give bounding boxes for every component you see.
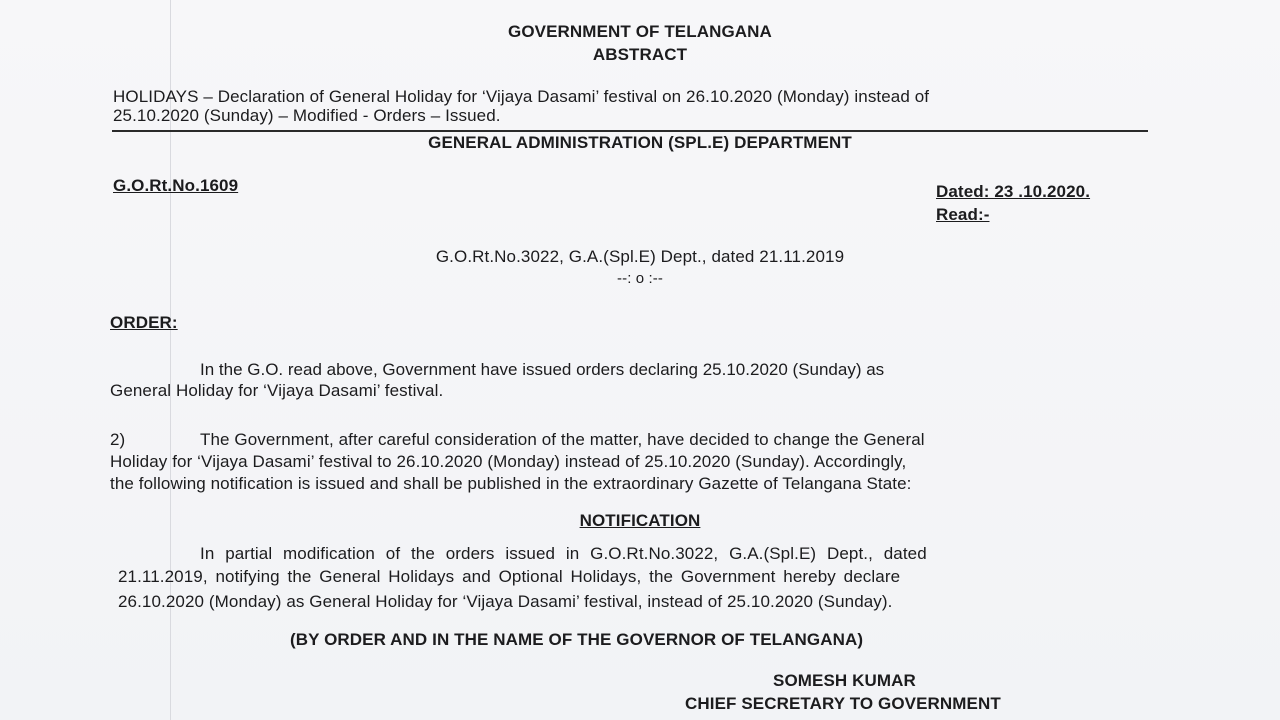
notification-line2: 21.11.2019, notifying the General Holidays and Optional Holidays, the Government hereby declare: [118, 567, 901, 586]
abstract-title: ABSTRACT: [592, 45, 688, 64]
go-number: G.O.Rt.No.1609: [113, 176, 239, 195]
read-label: Read:-: [936, 205, 990, 224]
subject-line-1: HOLIDAYS – Declaration of General Holiday for ‘Vijaya Dasami’ festival on 26.10.2020 (Monday) instead of: [113, 87, 930, 106]
notification-line1: In partial modification of the orders issued in G.O.Rt.No.3022, G.A.(Spl.E) Dept., dated: [200, 544, 927, 563]
order-para2-number: 2): [110, 430, 126, 449]
dated-label: Dated: 23 .10.2020.: [936, 182, 1091, 201]
signatory-name: SOMESH KUMAR: [773, 671, 916, 690]
subject-divider: [112, 130, 1148, 132]
separator: --: o :--: [617, 270, 663, 287]
order-heading: ORDER:: [110, 313, 178, 332]
governor-authority: (BY ORDER AND IN THE NAME OF THE GOVERNOR OF TELANGANA): [290, 630, 864, 649]
order-para2-line1: The Government, after careful consideration of the matter, have decided to change the General: [200, 430, 925, 449]
notification-line3: 26.10.2020 (Monday) as General Holiday for ‘Vijaya Dasami’ festival, instead of 25.10.2020 (Sunday).: [118, 592, 893, 611]
government-title: GOVERNMENT OF TELANGANA: [508, 22, 772, 41]
order-para1-line1: In the G.O. read above, Government have issued orders declaring 25.10.2020 (Sunday) as: [200, 360, 885, 379]
department-title: GENERAL ADMINISTRATION (SPL.E) DEPARTMENT: [428, 133, 852, 152]
subject-line-2: 25.10.2020 (Sunday) – Modified - Orders – Issued.: [113, 106, 501, 125]
order-para2-line3: the following notification is issued and shall be published in the extraordinary Gazette of Telangana State:: [110, 474, 912, 493]
order-para2-line2: Holiday for ‘Vijaya Dasami’ festival to 26.10.2020 (Monday) instead of 25.10.2020 (Sunday). Accordingly,: [110, 452, 907, 471]
notification-heading: NOTIFICATION: [579, 511, 701, 530]
order-para1-line2: General Holiday for ‘Vijaya Dasami’ festival.: [110, 381, 444, 400]
signatory-designation: CHIEF SECRETARY TO GOVERNMENT: [685, 694, 1001, 713]
read-reference: G.O.Rt.No.3022, G.A.(Spl.E) Dept., dated 21.11.2019: [435, 247, 845, 266]
